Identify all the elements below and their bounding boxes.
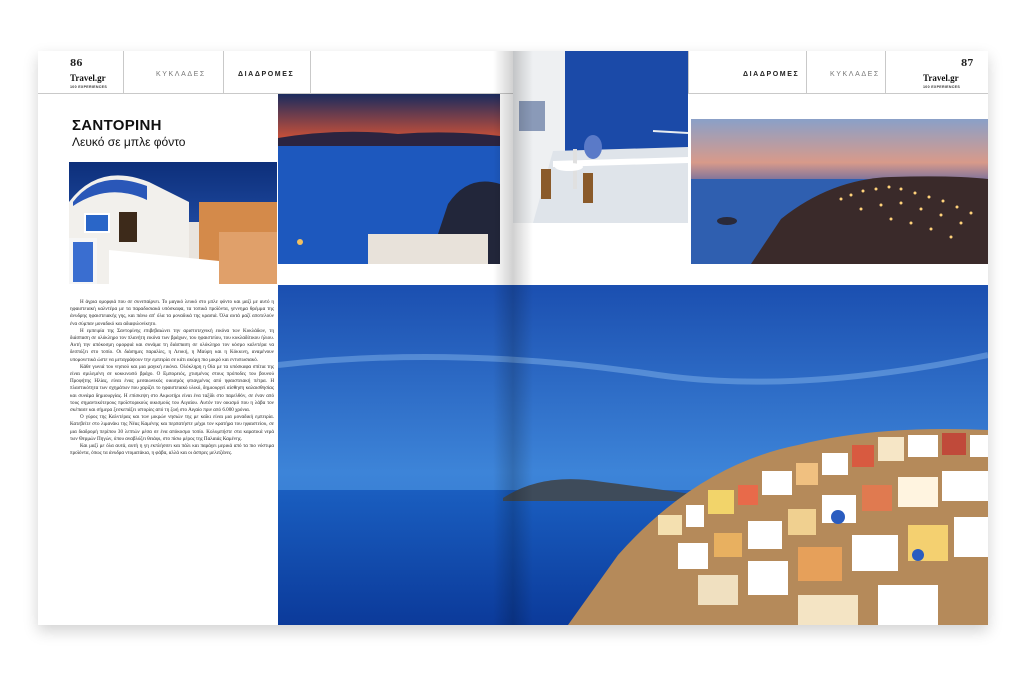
page-number-left: 86 (70, 59, 83, 69)
right-page (513, 51, 988, 625)
body-paragraph: Και μαζί με όλα αυτά, αυτή η γη εκπλήσσει και πάλι και παράγει μερικά από τα πιο νόστιμα προϊόντα, όπως τα άνυδρα ντοματάκια, η φάβα, αλλά και οι άσπρες μελιτζάνες. (70, 443, 274, 457)
brand-subtitle-left: 100 EXPERIENCES (70, 85, 108, 89)
body-paragraph: Κάθε γωνιά του νησιού και μια μαγική εικόνα. Ολόκληρη η Οία με τα υπόσκαφα σπίτια της είναι σμιλεμένη σε κοκκινωπό βράχο. Ο Εμπορειός, χτισμένος στους πρόποδες του βουνού Προφήτης Ηλίας, είναι ένας μεσαιωνικός οικισμός φτιαγμένος από ηφαιστειακή πέτρα. Η πλαστικότητα των σχημάτων που χαρίζει το ηφαιστειακό υλικό, δημιουργεί αίσθηση καλαισθησίας και συνάμα δημιουργίας. Η επίσκεψη στο Ακρωτήρι είναι ένα ταξίδι στο παρελθόν, σε έναν από τους σημαντικότερους προϊστορικούς οικισμούς του Αιγαίου. Αυτόν τον οικισμό που η λάβα τον σκέπασε και σήμερα ξεσκεπάζει ιστορίες από τη ζωή στο Αιγαίο πριν από 6.000 χρόνια. (70, 363, 274, 414)
article-body (70, 299, 274, 457)
brand-logo-right: Travel.gr (923, 73, 959, 83)
body-paragraph: Ο γύρος της Καλντέρας και των μικρών νησιών της με καΐκι είναι μια μοναδική εμπειρία. Κατεβείτε στο λιμανάκι της Νέας Καμένης και περπατήστε μέχρι τον κρατήρα του ηφαιστείου, σε μια διαδρομή περίπου 30 λεπτών μέσα σε ένα απόκοσμο τοπίο. Κολυμπήστε στα καρατικά νερά των Θερμών Πηγών, όπου αναβλύζει θειάφι, στο πίσω μέρος της Παλαιάς Καμένης. (70, 414, 274, 442)
photo-terrace-table (513, 51, 688, 223)
section-label-right: ΚΥΚΛΑΔΕΣ (830, 71, 880, 78)
photo-blue-door-house (69, 162, 277, 284)
photo-caldera-dusk-lights (691, 119, 988, 264)
brand-logo-left: Travel.gr (70, 73, 106, 83)
photo-sunset-caldera (278, 94, 500, 264)
magazine-spread (38, 51, 988, 625)
section-label-left: ΚΥΚΛΑΔΕΣ (156, 71, 206, 78)
body-paragraph: Η εμπειρία της Σαντορίνης επιβεβαιώνει την αριστοτεχνική εικόνα των Κυκλάδων, τη διάσπαση σε ολόκληρο τον πλανήτη εικόνα των βράχων, του ηφαιστείου, του κυκλαδίτικου ήλιου. Αυτή την απόκοσμη ομορφιά και συνάμα τη διάσπαση σε ολόκληρο τον κόσμο καλντέρα να δεσπόζει στο τοπίο. Οι διάσημες παραλίες, η Λευκή, η Μαύρη και η Κόκκινη, αναμένουν υπομονετικά ώστε να μεταγράψουν την εμπειρία σε κάτι ακόμη πιο μικρό και εντυπωσιακό. (70, 327, 274, 363)
body-paragraph: Η άγρια ομορφιά που σε συνεπαίρνει. Το μαγικό λευκό στο μπλε φόντο και μαζί με αυτό η ηφαιστειακή καλντέρα με τα παραδοσιακά υπόσκαφα, τα τοπικά προϊόντα, γεννημα θρέμμα της άνυδρης ηφαιστειακής γης, και πάνω απ' όλα τα μοναδικά της κρασιά. Όλα αυτά μαζί αποτελούν ένα σύμπαν μοναδικό και αδιαφιλονίκητο. (70, 299, 274, 327)
article-subtitle: Λευκό σε μπλε φόντο (72, 135, 186, 149)
page-number-right: 87 (961, 59, 974, 69)
article-title: ΣΑΝΤΟΡΙΝΗ (72, 117, 162, 134)
section-active-right: ΔΙΑΔΡΟΜΕΣ (743, 71, 800, 78)
section-active-left: ΔΙΑΔΡΟΜΕΣ (238, 71, 295, 78)
brand-subtitle-right: 100 EXPERIENCES (923, 85, 961, 89)
